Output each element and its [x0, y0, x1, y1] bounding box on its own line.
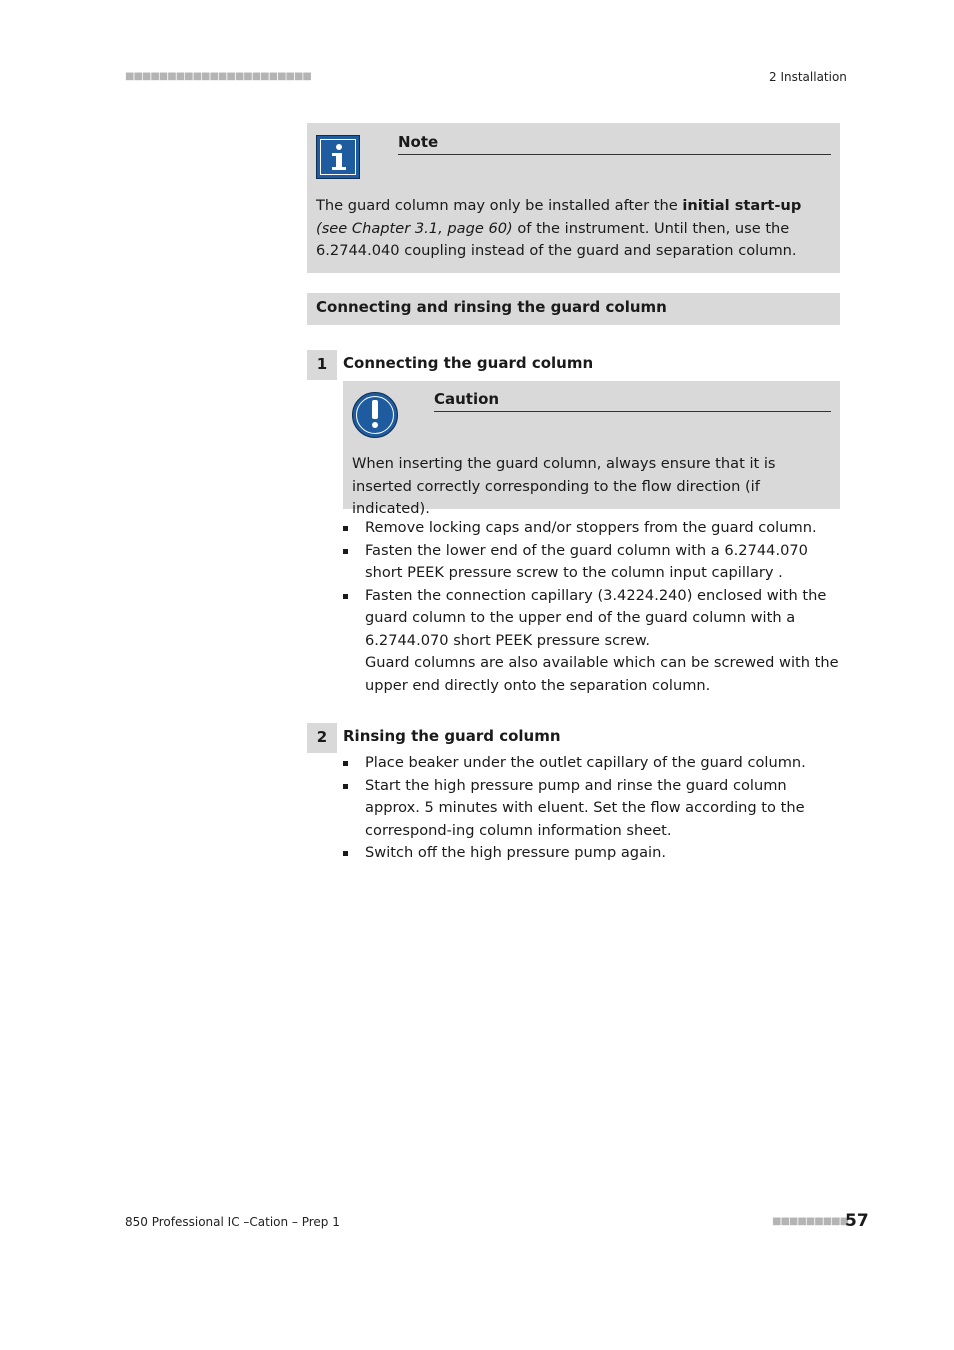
- bullet-icon: [343, 549, 348, 554]
- list-item: Switch off the high pressure pump again.: [343, 842, 840, 865]
- bullet-icon: [343, 761, 348, 766]
- step-2-number: 2: [307, 723, 337, 753]
- header-chapter: 2 Installation: [769, 70, 847, 84]
- step-1-number: 1: [307, 350, 337, 380]
- note-text: The guard column may only be installed after the initial start-up (see Chapter 3.1, page 60) of the instrument. Until then, use the 6.2744.040 coupling instead of the guard and separation column.: [316, 197, 802, 259]
- note-title: Note: [398, 133, 831, 155]
- step-1-title: Connecting the guard column: [343, 354, 594, 372]
- footer-product: 850 Professional IC –Cation – Prep 1: [125, 1215, 340, 1229]
- caution-text: When inserting the guard column, always ensure that it is inserted correctly corresponding to the flow direction (if indicated).: [352, 455, 776, 517]
- note-chapter-reference[interactable]: (see Chapter 3.1, page 60): [316, 219, 513, 237]
- caution-title: Caution: [434, 390, 831, 412]
- note-link-bold: initial start-up: [682, 197, 802, 214]
- footer-decoration: ■■■■■■■■■: [772, 1216, 849, 1227]
- list-item-note: Guard columns are also available which can be screwed with the upper end directly onto the separation column.: [365, 654, 839, 694]
- list-item: Place beaker under the outlet capillary of the guard column.: [343, 752, 840, 775]
- step-2-title: Rinsing the guard column: [343, 727, 561, 745]
- bullet-icon: [343, 784, 348, 789]
- step-1-list: [343, 517, 840, 697]
- bullet-icon: [343, 526, 348, 531]
- list-item: Fasten the lower end of the guard column with a 6.2744.070 short PEEK pressure screw to the column input capillary .: [343, 540, 840, 585]
- exclamation-icon: [352, 392, 398, 438]
- list-item: Fasten the connection capillary (3.4224.240) enclosed with the guard column to the upper end of the guard column with a 6.2744.070 short PEEK pressure screw. Guard columns are also available which can be screwed with the upper end directly onto the separation column.: [343, 585, 840, 698]
- list-item: Remove locking caps and/or stoppers from the guard column.: [343, 517, 840, 540]
- bullet-icon: [343, 851, 348, 856]
- list-item: Start the high pressure pump and rinse the guard column approx. 5 minutes with eluent. Set the flow according to the correspond-ing column information sheet.: [343, 775, 840, 843]
- step-2-list: [343, 752, 840, 865]
- header-decoration: ■■■■■■■■■■■■■■■■■■■■■■: [125, 71, 311, 82]
- section-title: Connecting and rinsing the guard column: [316, 298, 667, 316]
- bullet-icon: [343, 594, 348, 599]
- page-number: 57: [845, 1211, 869, 1231]
- info-icon: [316, 135, 360, 179]
